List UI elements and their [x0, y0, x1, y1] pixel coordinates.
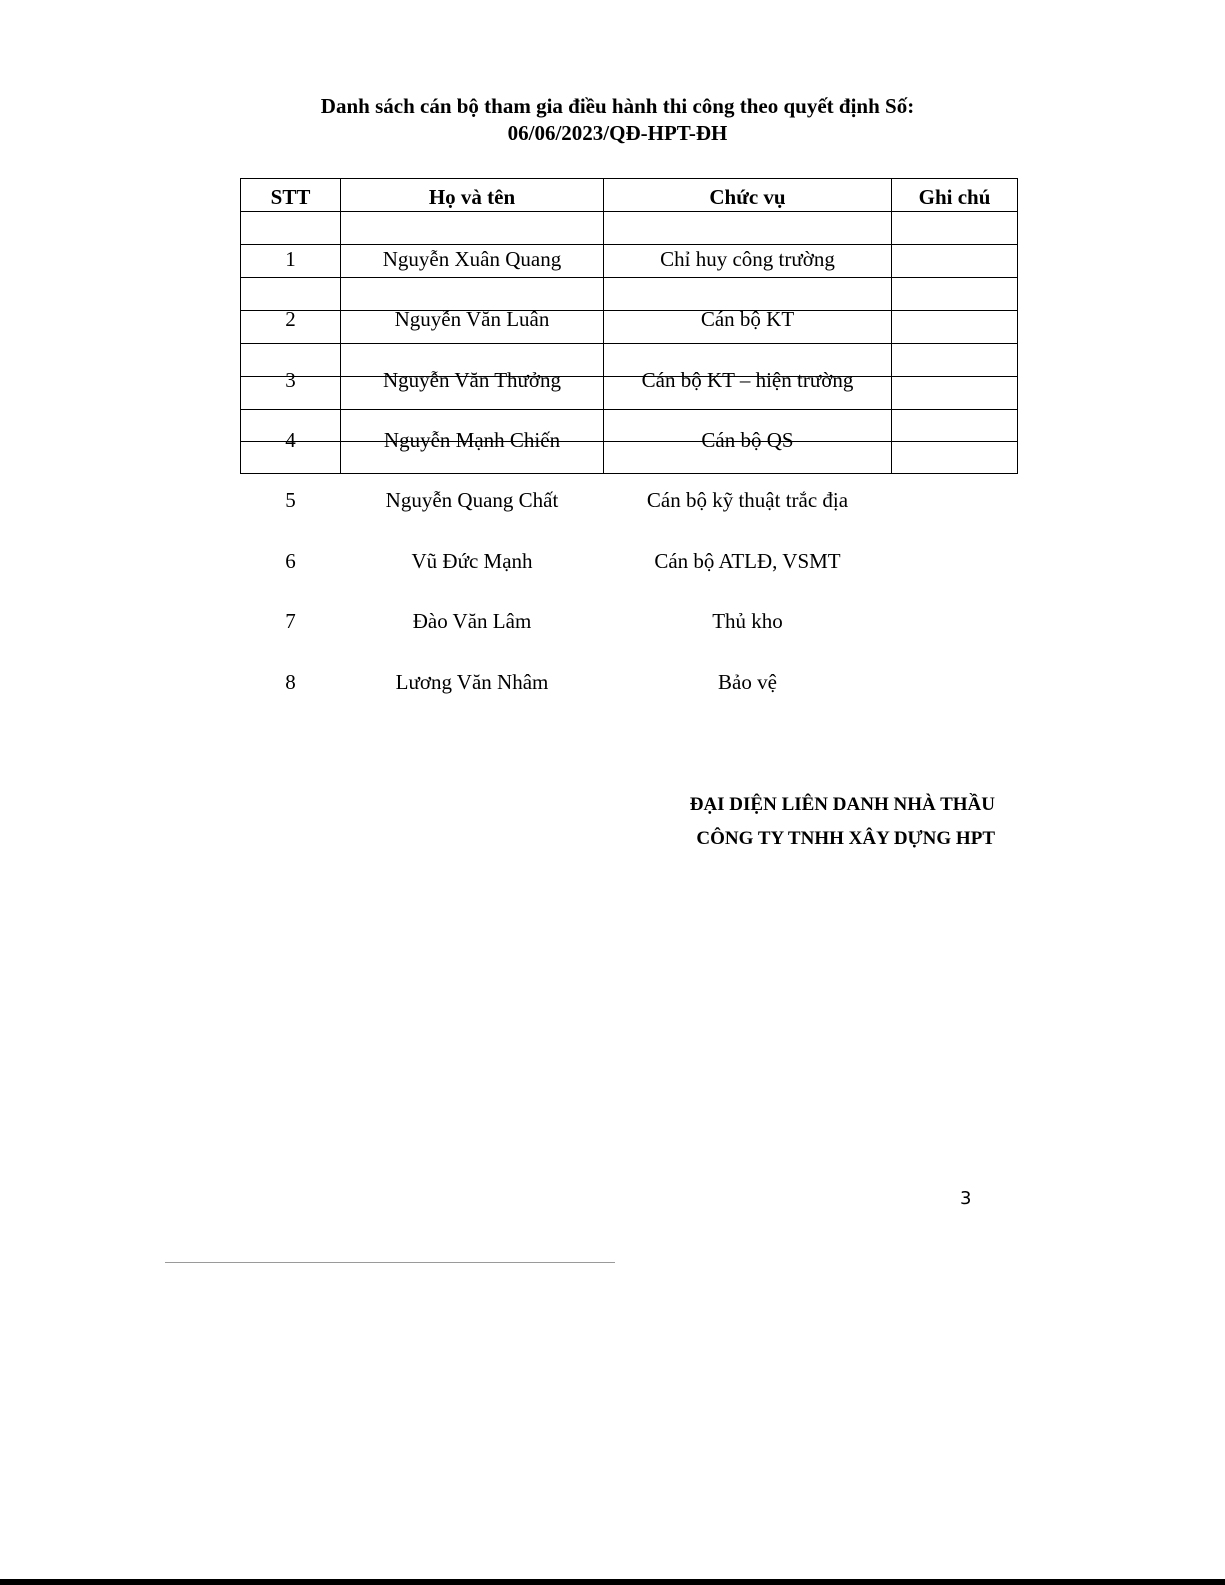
document-title-line-1: Danh sách cán bộ tham gia điều hành thi công theo quyết định Số: — [320, 94, 915, 118]
row-name: Vũ Đức Mạnh — [411, 549, 533, 573]
row-position: Cán bộ KT — [700, 307, 795, 331]
row-name: Nguyễn Văn Luân — [394, 307, 550, 331]
row-stt: 2 — [285, 307, 296, 331]
row-name: Nguyễn Quang Chất — [385, 488, 559, 512]
row-position: Cán bộ kỹ thuật trắc địa — [646, 488, 849, 512]
row-name: Lương Văn Nhâm — [395, 670, 549, 694]
row-position: Thủ kho — [712, 609, 783, 633]
row-name: Nguyễn Văn Thưởng — [382, 368, 562, 392]
header-stt: STT — [270, 185, 311, 209]
row-stt: 5 — [285, 488, 296, 512]
row-name: Nguyễn Mạnh Chiến — [383, 428, 561, 452]
signature-line-1: ĐẠI DIỆN LIÊN DANH NHÀ THẦU — [689, 794, 995, 815]
page-bottom-edge — [0, 1579, 1225, 1585]
row-name: Nguyễn Xuân Quang — [382, 247, 562, 271]
header-note: Ghi chú — [918, 185, 991, 209]
row-position: Bảo vệ — [718, 670, 777, 694]
row-name: Đào Văn Lâm — [412, 609, 532, 633]
signature-line-2: CÔNG TY TNHH XÂY DỰNG HPT — [696, 828, 995, 849]
row-stt: 3 — [285, 368, 296, 392]
row-stt: 7 — [285, 609, 296, 633]
row-stt: 6 — [285, 549, 296, 573]
row-position: Cán bộ KT – hiện trường — [641, 368, 854, 392]
row-stt: 1 — [285, 247, 296, 271]
document-title-line-2: 06/06/2023/QĐ-HPT-ĐH — [507, 121, 728, 145]
footnote-separator — [165, 1262, 615, 1263]
row-position: Cán bộ QS — [701, 428, 794, 452]
header-name: Họ và tên — [428, 185, 516, 209]
page-number: 3 — [960, 1188, 972, 1209]
header-position: Chức vụ — [709, 185, 786, 209]
row-position: Cán bộ ATLĐ, VSMT — [654, 549, 841, 573]
row-stt: 8 — [285, 670, 296, 694]
row-position: Chỉ huy công trường — [660, 247, 835, 271]
row-stt: 4 — [285, 428, 296, 452]
